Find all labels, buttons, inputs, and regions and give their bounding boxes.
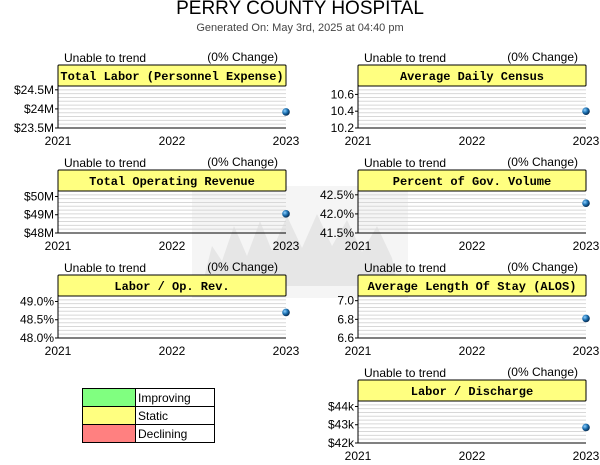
x-tick-label: 2023 <box>572 134 600 148</box>
report-subtitle: Generated On: May 3rd, 2025 at 04:40 pm <box>196 22 404 34</box>
y-tick-label: $44k <box>327 399 354 414</box>
change-text: (0% Change) <box>207 50 278 64</box>
chart-panel-4 <box>300 155 600 255</box>
trend-text: Unable to trend <box>64 261 147 275</box>
chart-panel-3 <box>0 155 300 255</box>
chart-panel-7 <box>300 365 600 465</box>
y-tick-label: 41.5% <box>319 226 354 240</box>
report-title: PERRY COUNTY HOSPITAL <box>176 0 424 19</box>
trend-text: Unable to trend <box>364 156 447 170</box>
x-tick-label: 2021 <box>44 134 72 148</box>
y-tick-label: 10.6 <box>330 87 354 102</box>
y-tick-label: 10.2 <box>330 121 354 135</box>
legend-swatch-declining <box>83 425 136 443</box>
y-tick-label: 48.5% <box>19 312 54 327</box>
change-text: (0% Change) <box>507 365 578 379</box>
y-tick-label: $42k <box>327 436 354 450</box>
x-tick-label: 2021 <box>344 449 372 463</box>
trend-text: Unable to trend <box>64 156 147 170</box>
chart-title: Percent of Gov. Volume <box>392 175 552 189</box>
x-tick-label: 2023 <box>572 344 600 358</box>
x-tick-label: 2022 <box>158 134 186 148</box>
trend-text: Unable to trend <box>364 51 447 65</box>
x-tick-label: 2022 <box>458 134 486 148</box>
y-tick-label: $48M <box>23 226 54 240</box>
y-tick-label: 10.4 <box>330 104 354 119</box>
x-tick-label: 2022 <box>458 344 486 358</box>
x-tick-label: 2021 <box>44 239 72 253</box>
y-tick-label: 42.5% <box>319 187 354 202</box>
chart-title: Average Daily Census <box>399 70 545 84</box>
change-text: (0% Change) <box>207 155 278 169</box>
data-point <box>582 199 590 207</box>
legend-swatch-improving <box>83 389 136 407</box>
change-text: (0% Change) <box>507 50 578 64</box>
legend-label-declining: Declining <box>136 425 215 443</box>
x-tick-label: 2023 <box>272 344 300 358</box>
chart-title: Average Length Of Stay (ALOS) <box>367 280 577 294</box>
trend-text: Unable to trend <box>364 261 447 275</box>
y-tick-label: 7.0 <box>337 293 354 308</box>
legend-item-declining <box>83 425 215 443</box>
x-tick-label: 2023 <box>272 239 300 253</box>
data-point <box>282 210 290 218</box>
data-point <box>582 107 590 115</box>
x-tick-label: 2021 <box>44 344 72 358</box>
x-tick-label: 2022 <box>158 344 186 358</box>
y-tick-label: $24M <box>23 101 54 116</box>
x-tick-label: 2021 <box>344 344 372 358</box>
data-point <box>282 108 290 116</box>
x-tick-label: 2023 <box>572 449 600 463</box>
change-text: (0% Change) <box>507 260 578 274</box>
x-tick-label: 2021 <box>344 134 372 148</box>
x-tick-label: 2023 <box>572 239 600 253</box>
chart-title: Labor / Discharge <box>410 385 534 399</box>
y-tick-label: $49M <box>23 207 54 222</box>
y-tick-label: $23.5M <box>13 121 54 135</box>
data-point <box>582 315 590 323</box>
legend-item-static <box>83 407 215 425</box>
change-text: (0% Change) <box>507 155 578 169</box>
y-tick-label: $24.5M <box>13 82 54 97</box>
chart-panel-2 <box>300 50 600 150</box>
legend <box>82 388 215 443</box>
x-tick-label: 2022 <box>158 239 186 253</box>
x-tick-label: 2023 <box>272 134 300 148</box>
change-text: (0% Change) <box>207 260 278 274</box>
trend-text: Unable to trend <box>64 51 147 65</box>
chart-panel-5 <box>0 260 300 360</box>
chart-panel-6 <box>300 260 600 360</box>
y-tick-label: 6.8 <box>337 312 354 327</box>
chart-title: Labor / Op. Rev. <box>114 280 230 294</box>
data-point <box>582 424 590 432</box>
legend-swatch-static <box>83 407 136 425</box>
y-tick-label: 49.0% <box>19 294 54 309</box>
y-tick-label: 6.6 <box>337 331 354 345</box>
x-tick-label: 2021 <box>344 239 372 253</box>
chart-title: Total Labor (Personnel Expense) <box>60 70 284 84</box>
legend-label-static: Static <box>136 407 215 425</box>
chart-title: Total Operating Revenue <box>89 175 255 189</box>
chart-panel-1 <box>0 50 300 150</box>
trend-text: Unable to trend <box>364 366 447 380</box>
legend-item-improving <box>83 389 215 407</box>
x-tick-label: 2022 <box>458 449 486 463</box>
data-point <box>282 309 290 317</box>
x-tick-label: 2022 <box>458 239 486 253</box>
y-tick-label: 42.0% <box>319 206 354 221</box>
y-tick-label: $43k <box>327 417 354 432</box>
legend-label-improving: Improving <box>136 389 215 407</box>
y-tick-label: $50M <box>23 189 54 204</box>
y-tick-label: 48.0% <box>19 331 54 345</box>
